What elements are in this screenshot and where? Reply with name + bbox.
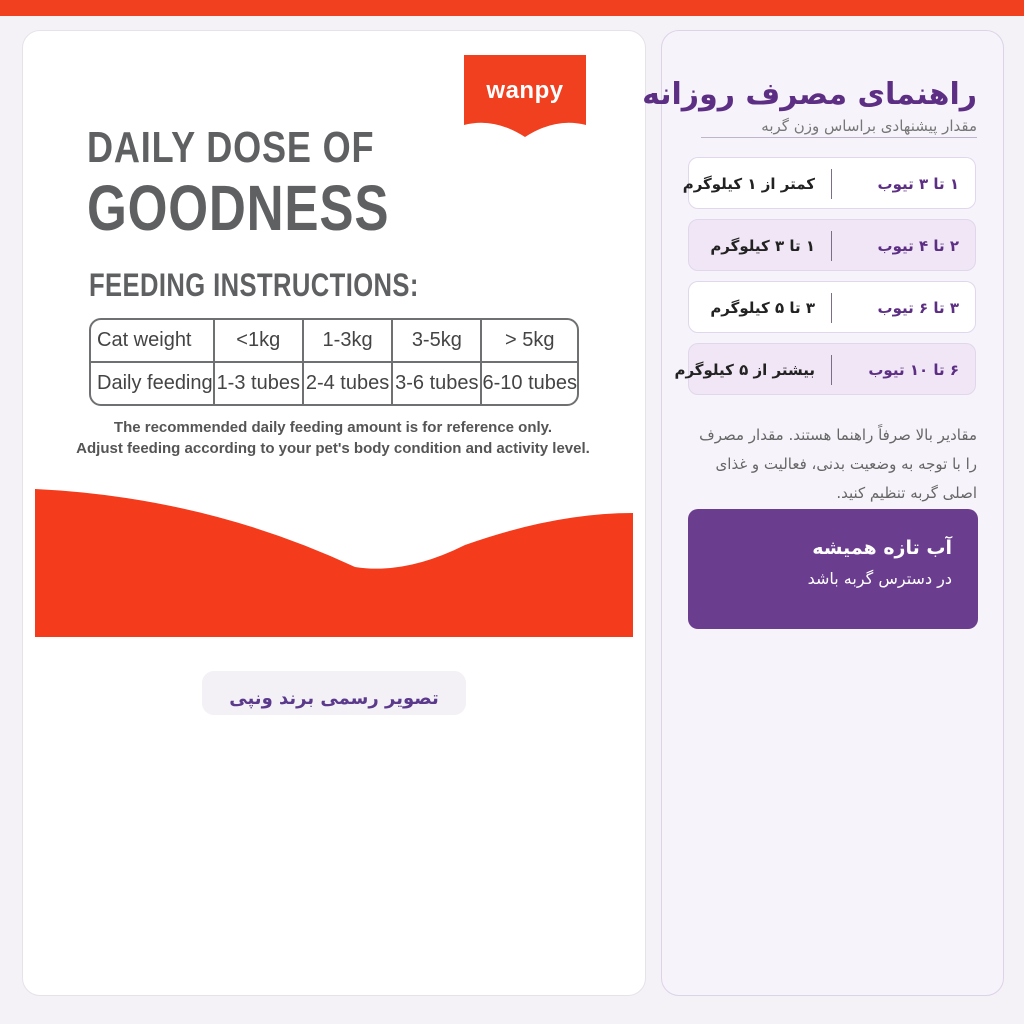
logo-text: wanpy [486,77,564,104]
tubes-amount: ۲ تا ۴ تیوب [877,237,959,255]
weight-range: ۳ تا ۵ کیلوگرم [710,299,815,317]
table-cell: 3-5kg [393,320,482,363]
guide-subtitle: مقدار پیشنهادی براساس وزن گربه [701,117,977,138]
guide-row [674,343,976,395]
feeding-guide-panel [642,30,1004,996]
note-line2: Adjust feeding according to your pet's body condition and activity level. [76,440,590,457]
water-subtitle: در دسترس گربه باشد [807,569,952,588]
table-row [91,320,577,363]
water-title: آب تازه همیشه [812,537,952,559]
tubes-amount: ۶ تا ۱۰ تیوب [868,361,959,379]
row-divider [831,355,832,385]
orange-wave-graphic [35,483,633,637]
tubes-amount: ۳ تا ۶ تیوب [877,299,959,317]
headline-line1: DAILY DOSE OF [87,123,375,172]
weight-range: کمتر از ۱ کیلوگرم [682,175,815,193]
image-caption: تصویر رسمی برند ونپی [202,671,466,715]
feeding-instructions-title: FEEDING INSTRUCTIONS: [89,267,419,303]
table-cell: > 5kg [482,320,577,363]
guide-description: مقادیر بالا صرفاً راهنما هستند. مقدار مصرف را با توجه به وضعیت بدنی، فعالیت و غذای اصلی گربه تنظیم کنید. [699,426,977,502]
top-accent-bar [0,0,1024,16]
table-cell: 3-6 tubes [393,363,482,404]
guide-title: راهنمای مصرف روزانه [642,77,977,112]
wanpy-logo [464,55,586,137]
guide-row [688,281,976,333]
table-cell: <1kg [215,320,304,363]
headline-line2: GOODNESS [87,172,390,244]
table-cell: Cat weight [91,320,215,363]
row-divider [831,169,832,199]
tubes-amount: ۱ تا ۳ تیوب [877,175,959,193]
row-divider [831,231,832,261]
table-cell: Daily feeding [91,363,215,404]
table-cell: 6-10 tubes [482,372,577,394]
water-reminder-box [688,509,978,629]
feeding-table [89,318,579,406]
weight-range: ۱ تا ۳ کیلوگرم [710,237,815,255]
weight-range: بیشتر از ۵ کیلوگرم [674,361,815,379]
table-cell: 1-3kg [304,320,393,363]
table-row [91,363,577,404]
product-image-card [22,30,646,996]
guide-row [688,219,976,271]
row-divider [831,293,832,323]
table-cell: 1-3 tubes [215,363,304,404]
guide-row [682,157,976,209]
feeding-note [63,417,603,459]
note-line1: The recommended daily feeding amount is for reference only. [113,419,553,436]
table-cell: 2-4 tubes [304,363,393,404]
